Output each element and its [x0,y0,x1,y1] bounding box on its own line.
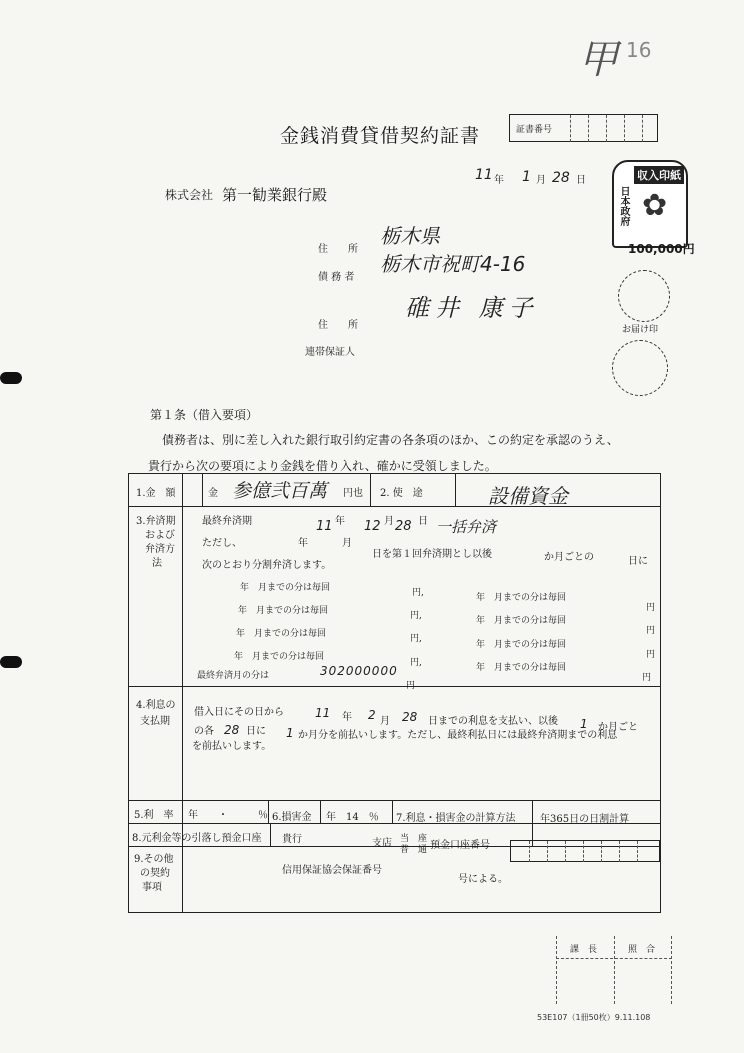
addressee-prefix: 株式会社 [165,188,214,202]
cert-number-label: 証書番号 [516,125,553,135]
account-type-current: 当 座 [400,834,428,844]
hw-final-day: 28 [395,519,412,534]
other-text: 信用保証協会保証番号 [282,865,382,876]
article-line2: 貴行から次の要項により金銭を借り入れ、確かに受領しました。 [148,459,497,473]
interest-line1-c: か月ごと [598,722,638,733]
cert-number-box [509,114,658,142]
approval-box [556,936,672,1004]
approval-label-check: 照 合 [628,945,656,955]
repay-label-3: 弁済方 [145,544,175,555]
page-mark-glyph: 甲 [578,37,618,83]
seal-circle [618,270,670,322]
penalty-text: 年 14 ％ [326,812,379,823]
hw-final-method: 一括弁済 [436,518,497,536]
other-label-3: 事項 [142,882,162,893]
interest-line2-c: か月分を前払いします。ただし、最終利払日には最終弁済期までの利息 [298,730,618,741]
address-label: 住 所 [318,244,358,255]
final-amount-label: 最終弁済月の分は [197,671,270,681]
rate-text: 年 ・ ％ [188,810,268,821]
account-label: 8.元利金等の引落し預金口座 [132,833,262,844]
stamp-amount: 100,000円 [628,242,695,256]
interest-label-1: 4.利息の [136,700,176,711]
approval-label-manager: 課 長 [570,945,598,955]
amount-prefix: 金 [208,488,218,499]
addressee-name: 第一勧業銀行殿 [222,186,328,204]
hw-debtor-name: 碓井 康子 [405,294,539,322]
repay-label-4: 法 [152,558,162,569]
debtor-label: 債 務 者 [318,272,355,283]
hw-address-line1: 栃木県 [380,224,440,248]
amount-label: 1.金 額 [136,488,176,499]
calc-text: 年365日の日割計算 [540,814,630,825]
other-text-2: 号による。 [458,874,508,885]
cherry-blossom-icon: ✿ [642,188,668,223]
installment-text: 次のとおり分割弁済します。 [202,560,332,571]
final-due-label: 最終弁済期 [202,516,252,527]
article-line1: 債務者は、別に差し入れた銀行取引約定書の各条項のほか、この約定を承認のうえ、 [162,433,619,447]
hw-final-amount: 302000000 [320,664,398,678]
address2-label: 住 所 [318,320,358,331]
repay-label-2: および [145,530,175,541]
however-label: ただし、 [202,538,242,549]
seal-circle-2 [612,340,668,396]
punch-hole [0,656,22,668]
interest-line1-a: 借入日にその日から [194,707,284,718]
hw-purpose: 設備資金 [488,484,568,508]
hw-amount: 参億弐百萬 [232,480,328,502]
interest-line1-b: 日までの利息を支払い、以後 [428,716,558,727]
form-code: 53E107（1冊50枚）9.11.108 [537,1013,651,1022]
hw-final-year: 11 [316,519,333,534]
first-due-text: 日を第１回弁済期とし以後 [372,549,492,560]
hw-final-month: 12 [364,519,381,534]
account-bank: 貴行 [282,834,302,845]
repay-label-1: 3.弁済期 [136,516,176,527]
account-branch: 支店 [372,838,392,849]
rate-label: 5.利 率 [134,810,174,821]
other-label-2: の契約 [140,868,170,879]
day-suffix: 日に [628,556,648,567]
loan-contract-page: 甲 16 金銭消費貸借契約証書 証書番号 11 年 1 月 28 日 株式会社 第一勧業銀行殿 収入印紙 日本政府 ✿ 100,000円 お届け印 住 所 債 務 者 住 所 連帯保証人 栃木県 栃木市祝町4-16 碓井 康子 第１条（借入要項） 債務者は、別に差し入れた銀行取引約定書の各条項のほか、この約定を承認のうえ、 貴行から次の要項により金銭を借り入れ、確かに受領しました。 1.金 額 金 参億弐百萬 円也 2. 使 途 設備資金 3.弁済期 および 弁済方 法 最終弁済期 11 年 12 月 28 日 一括弁済 ただし、 年 月 日を第１回弁済期とし以後 か月ごとの 日に 次のとおり分割弁済します。 年 月までの分は毎回 年 月までの分は毎回 年 月までの分は毎回 年 月までの分は毎回 円, 円, 円, 円, 年 月までの分は毎回 年 月までの分は毎回 年 月までの分は毎回 年 月までの分は毎回 円 円 円 円 最終弁済月の分は 302000000 円 4.利息の 支払期 借入日にその日から 11 年 2 月 28 日までの利息を支払い、以後 1 か月ごと の各 28 日に 1 か月分を前払いします。ただし、最終利払日には最終弁済期までの利息 を前払いします。 5.利 率 年 ・ ％ 6.損害金 年 14 ％ 7.利息・損害金の計算方法 年365日の日割計算 8.元利金等の引落し預金口座 貴行 支店 当 座 普 通 預金口座番号 9.その他 の契約 事項 信用保証協会保証番号 号による。 課 長 照 合 53E107（1冊50枚）9.11.108 [0,0,744,1053]
calc-label: 7.利息・損害金の計算方法 [396,813,516,824]
account-no-box [510,840,660,862]
hw-address-line2: 栃木市祝町4-16 [380,252,526,276]
stamp-label: 収入印紙 [634,166,684,184]
account-no-label: 預金口座番号 [430,840,490,851]
punch-hole [0,372,22,384]
revenue-stamp [604,160,695,256]
page-mark-number: 16 [626,38,652,62]
account-type-ordinary: 普 通 [400,845,428,855]
interest-line3: を前払いします。 [192,741,272,752]
seal-label: お届け印 [622,325,659,335]
interest-label-2: 支払期 [140,716,170,727]
page-title: 金銭消費貸借契約証書 [280,125,481,147]
other-label-1: 9.その他 [134,854,174,865]
amount-suffix: 円也 [343,488,363,499]
guarantor-label: 連帯保証人 [305,347,355,358]
stamp-side-text: 日本政府 [618,186,629,226]
article-heading: 第１条（借入要項） [150,408,259,422]
penalty-label: 6.損害金 [272,812,312,823]
monthly-every: か月ごとの [544,552,594,563]
purpose-label: 2. 使 途 [380,488,423,499]
